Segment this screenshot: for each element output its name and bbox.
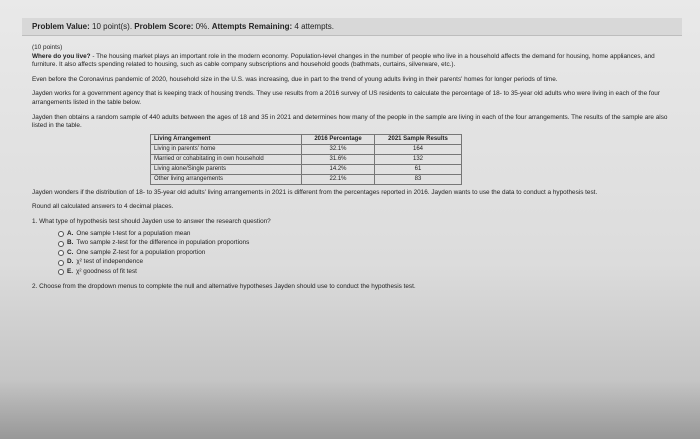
radio-button[interactable] — [58, 250, 64, 256]
paragraph-jayden-agency: Jayden works for a government agency that is keeping track of housing trends. They use results from a 2016 survey of US residents to calculate the percentage of 18- to 35-year old adults who were living in each of the four arrangements listed in the table below. — [32, 90, 660, 106]
radio-button[interactable] — [58, 241, 64, 247]
table-row — [151, 174, 462, 184]
option-letter: C. — [67, 248, 74, 256]
rounding-instruction: Round all calculated answers to 4 decimal places. — [32, 203, 174, 211]
attempts-remaining: 4 attempts. — [294, 22, 334, 31]
radio-button[interactable] — [58, 231, 64, 237]
attempts-remaining-label: Attempts Remaining: — [211, 22, 293, 31]
problem-score-label: Problem Score: — [134, 22, 194, 31]
table-row — [151, 154, 462, 164]
option-c[interactable] — [58, 249, 672, 259]
table-header: Living Arrangement — [151, 134, 302, 144]
photo-shadow — [0, 380, 700, 439]
problem-body — [32, 44, 672, 292]
option-letter: B. — [67, 239, 74, 247]
living-arrangement-table — [150, 134, 462, 185]
problem-value-label: Problem Value: — [32, 22, 90, 31]
question-1: 1. What type of hypothesis test should Jayden use to answer the research question? — [32, 217, 271, 225]
table-cell: Living alone/Single parents — [151, 164, 302, 174]
table-cell: 31.6% — [302, 154, 375, 164]
paragraph-pandemic: Even before the Coronavirus pandemic of 2020, household size in the U.S. was increasing, due in part to the trend of young adults living in their parents' homes for longer periods of time. — [32, 75, 558, 83]
option-letter: D. — [67, 258, 74, 266]
intro-paragraph — [32, 53, 672, 70]
table-row — [151, 164, 462, 174]
problem-score: 0%. — [195, 22, 210, 31]
table-cell: Other living arrangements — [151, 174, 302, 184]
table-cell: 83 — [375, 174, 462, 184]
table-header: 2016 Percentage — [302, 134, 375, 144]
question-1-options — [58, 230, 672, 278]
table-row — [151, 144, 462, 154]
points-label: (10 points) — [32, 44, 63, 51]
question-2: 2. Choose from the dropdown menus to complete the null and alternative hypotheses Jayden should use to conduct the hypothesis test. — [32, 283, 416, 291]
option-text: Two sample z-test for the difference in population proportions — [76, 239, 250, 247]
table-cell: 22.1% — [302, 174, 375, 184]
table-cell: Married or cohabitating in own household — [151, 154, 302, 164]
option-letter: E. — [67, 267, 74, 275]
table-cell: Living in parents' home — [151, 144, 302, 154]
option-d[interactable] — [58, 258, 672, 268]
option-text: One sample Z-test for a population proportion — [76, 248, 206, 256]
radio-button[interactable] — [58, 260, 64, 266]
table-header-row — [151, 134, 462, 144]
option-letter: A. — [67, 229, 74, 237]
intro-heading: Where do you live? — [32, 52, 91, 60]
table-cell: 32.1% — [302, 144, 375, 154]
radio-button[interactable] — [58, 269, 64, 275]
problem-value: 10 point(s). — [92, 22, 133, 31]
option-text: One sample t-test for a population mean — [76, 229, 191, 237]
table-cell: 132 — [375, 154, 462, 164]
option-a[interactable] — [58, 230, 672, 240]
table-cell: 164 — [375, 144, 462, 154]
table-cell: 14.2% — [302, 164, 375, 174]
paragraph-jayden-wonders: Jayden wonders if the distribution of 18- to 35-year old adults' living arrangements in 2021 is different from the percentages reported in 2016. Jayden wants to use the data to conduct a hypothesis test. — [32, 188, 598, 196]
option-text: χ² goodness of fit test — [76, 267, 137, 275]
table-cell: 61 — [375, 164, 462, 174]
option-e[interactable] — [58, 268, 672, 278]
option-text: χ² test of independence — [76, 258, 144, 266]
problem-status-bar — [22, 18, 682, 36]
paragraph-sample: Jayden then obtains a random sample of 440 adults between the ages of 18 and 35 in 2021 and determines how many of the people in the sample are living in each of the four arrangements. The results of the sample are also listed in the table. — [32, 113, 668, 130]
intro-text: - The housing market plays an important role in the modern economy. Population-level changes in the number of people who live in a household affects the demand for housing, home appliances, and furniture. It also affects spending related to housing, such as cable company subscriptions and household goods (bathmats, curtains, silverware, etc.). — [32, 52, 655, 69]
table-header: 2021 Sample Results — [375, 134, 462, 144]
option-b[interactable] — [58, 239, 672, 249]
